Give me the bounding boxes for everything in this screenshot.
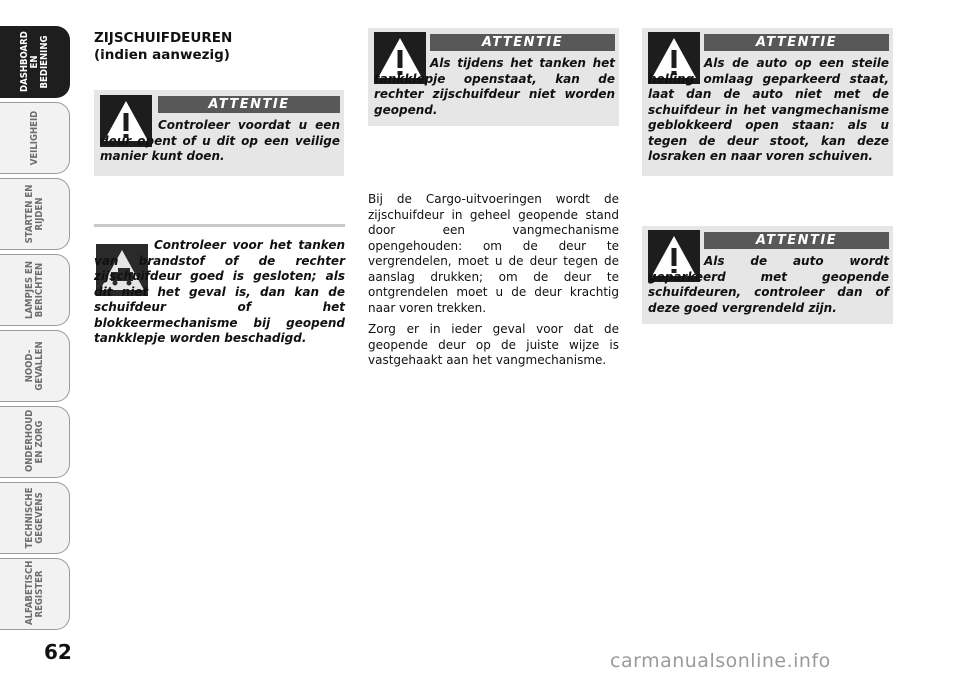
tab-onderhoud[interactable] [0, 406, 70, 478]
warning-text: Als de auto wordt geparkeerd met geopende schuifdeuren, controleer dan of deze goed vergrendeld zijn. [648, 254, 889, 315]
warning-text: Als tijdens het tanken het tankklepje openstaat, kan de rechter zijschuifdeur niet worden geopend. [374, 56, 615, 117]
tab-label: NOOD- GEVALLEN [23, 341, 45, 391]
tab-label: ALFABETISCH REGISTER [23, 560, 45, 625]
tab-starten[interactable] [0, 178, 70, 250]
tab-dashboard[interactable] [0, 26, 70, 98]
warning-label: ATTENTIE [158, 96, 340, 113]
page-number: 62 [44, 640, 72, 664]
warning-text: Als de auto op een steile helling omlaag geparkeerd staat, laat dan de auto niet met de schuifdeur in het vangmechanisme geblokkeerd open staan: als u tegen de deur stoot, kan deze losraken en naar voren schuiven. [648, 56, 889, 163]
tab-technische[interactable] [0, 482, 70, 554]
body-text [368, 192, 619, 375]
warning-text: Controleer voordat u een deur opent of u dit op een veilige manier kunt doen. [100, 118, 340, 163]
tab-veiligheid[interactable] [0, 102, 70, 174]
body-paragraph: Bij de Cargo-uitvoeringen wordt de zijschuifdeur in geheel geopende stand door een vangmechanisme opengehouden: om de deur te vergrendelen, moet u de deur tegen de aanslag drukken; om de deur te ontgrendelen moet u de deur krachtig naar voren trekken. [368, 192, 619, 315]
warning-label: ATTENTIE [430, 34, 615, 51]
section-title: ZIJSCHUIFDEUREN [94, 30, 233, 46]
tab-register[interactable] [0, 558, 70, 630]
section-heading [94, 30, 232, 64]
warning-label: ATTENTIE [704, 34, 889, 51]
divider [94, 224, 345, 227]
tab-label: DASHBOARD EN BEDIENING [18, 31, 50, 92]
tab-noodgevallen[interactable] [0, 330, 70, 402]
warning-box [94, 90, 344, 176]
body-paragraph: Zorg er in ieder geval voor dat de geopende deur op de juiste wijze is vastgehaakt aan het vangmechanisme. [368, 322, 619, 367]
caution-note [94, 224, 345, 354]
tab-lampjes[interactable] [0, 254, 70, 326]
watermark: carmanualsonline.info [610, 650, 831, 672]
tab-label: STARTEN EN RIJDEN [23, 184, 45, 244]
note-text: Controleer voor het tanken van brandstof of de rechter zijschuifdeur goed is gesloten; als dit niet het geval is, dan kan de schuifdeur of het blokkeermechanisme bij geopend tankklepje worden beschadigd. [94, 238, 345, 345]
tab-label: VEILIGHEID [28, 110, 40, 166]
warning-box [642, 226, 893, 324]
tab-label: ONDERHOUD EN ZORG [23, 409, 45, 472]
section-subtitle: (indien aanwezig) [94, 47, 230, 63]
tab-label: LAMPJES EN BERICHTEN [23, 261, 45, 319]
tab-label: TECHNISCHE GEGEVENS [23, 487, 45, 549]
warning-label: ATTENTIE [704, 232, 889, 249]
warning-box [642, 28, 893, 176]
warning-box [368, 28, 619, 126]
